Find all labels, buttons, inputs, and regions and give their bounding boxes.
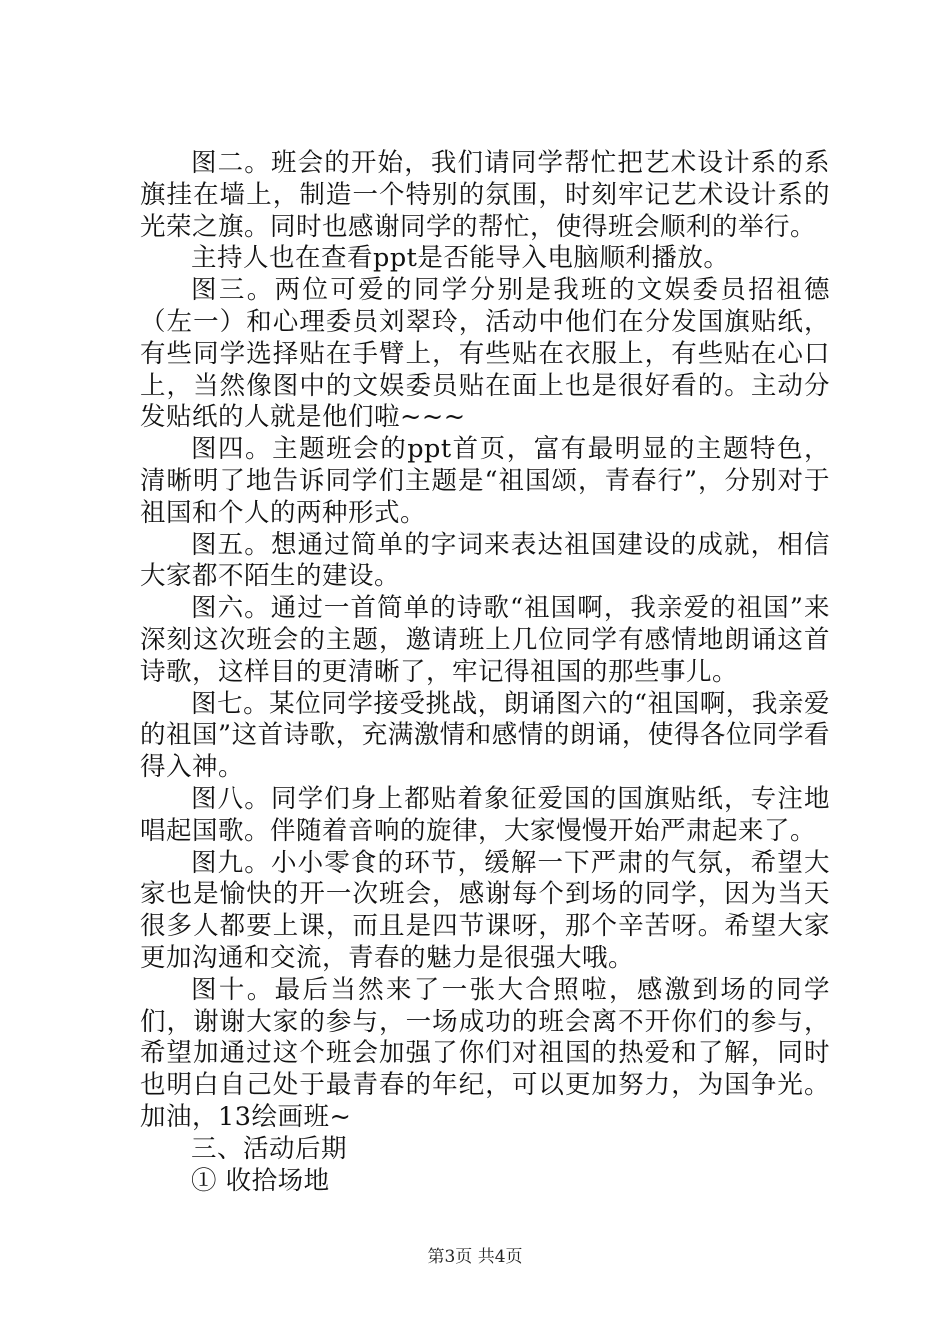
paragraph-figure-2: 图二。班会的开始，我们请同学帮忙把艺术设计系的系旗挂在墙上，制造一个特别的氛围，时刻牢记艺术设计系的光荣之旗。同时也感谢同学的帮忙，使得班会顺利的举行。 (140, 148, 830, 242)
paragraph-figure-10: 图十。最后当然来了一张大合照啦，感激到场的同学们，谢谢大家的参与，一场成功的班会离不开你们的参与，希望加通过这个班会加强了你们对祖国的热爱和了解，同时也明白自己处于最青春的年纪，可以更加努力，为国争光。加油，13绘画班~ (140, 974, 830, 1132)
paragraph-figure-7: 图七。某位同学接受挑战，朗诵图六的“祖国啊，我亲爱的祖国”这首诗歌，充满激情和感情的朗诵，使得各位同学看得入神。 (140, 688, 830, 783)
paragraph-figure-6: 图六。通过一首简单的诗歌“祖国啊，我亲爱的祖国”来深刻这次班会的主题，邀请班上几位同学有感情地朗诵这首诗歌，这样目的更清晰了，牢记得祖国的那些事儿。 (140, 593, 830, 687)
paragraph-figure-3: 图三。两位可爱的同学分别是我班的文娱委员招祖德（左一）和心理委员刘翠玲，活动中他们在分发国旗贴纸，有些同学选择贴在手臂上，有些贴在衣服上，有些贴在心口上，当然像图中的文娱委员贴在面上也是很好看的。主动分发贴纸的人就是他们啦~~~ (140, 275, 830, 433)
paragraph-figure-5: 图五。想通过简单的字词来表达祖国建设的成就，相信大家都不陌生的建设。 (140, 529, 830, 592)
document-body (140, 148, 830, 1197)
paragraph-figure-4: 图四。主题班会的ppt首页，富有最明显的主题特色，清晰明了地告诉同学们主题是“祖国颂，青春行”，分别对于祖国和个人的两种形式。 (140, 434, 830, 528)
paragraph-host-ppt: 主持人也在查看ppt是否能导入电脑顺利播放。 (191, 243, 730, 274)
paragraph-figure-9: 图九。小小零食的环节，缓解一下严肃的气氛，希望大家也是愉快的开一次班会，感谢每个到场的同学，因为当天很多人都要上课，而且是四节课呀，那个辛苦呀。希望大家更加沟通和交流，青春的魅力是很强大哦。 (140, 847, 830, 973)
list-item: ① 收拾场地 (191, 1165, 330, 1196)
paragraph-figure-8: 图八。同学们身上都贴着象征爱国的国旗贴纸，专注地唱起国歌。伴随着音响的旋律，大家慢慢开始严肃起来了。 (140, 783, 830, 846)
section-heading: 三、活动后期 (191, 1133, 348, 1164)
page-footer: 第3页 共4页 (427, 1247, 523, 1267)
